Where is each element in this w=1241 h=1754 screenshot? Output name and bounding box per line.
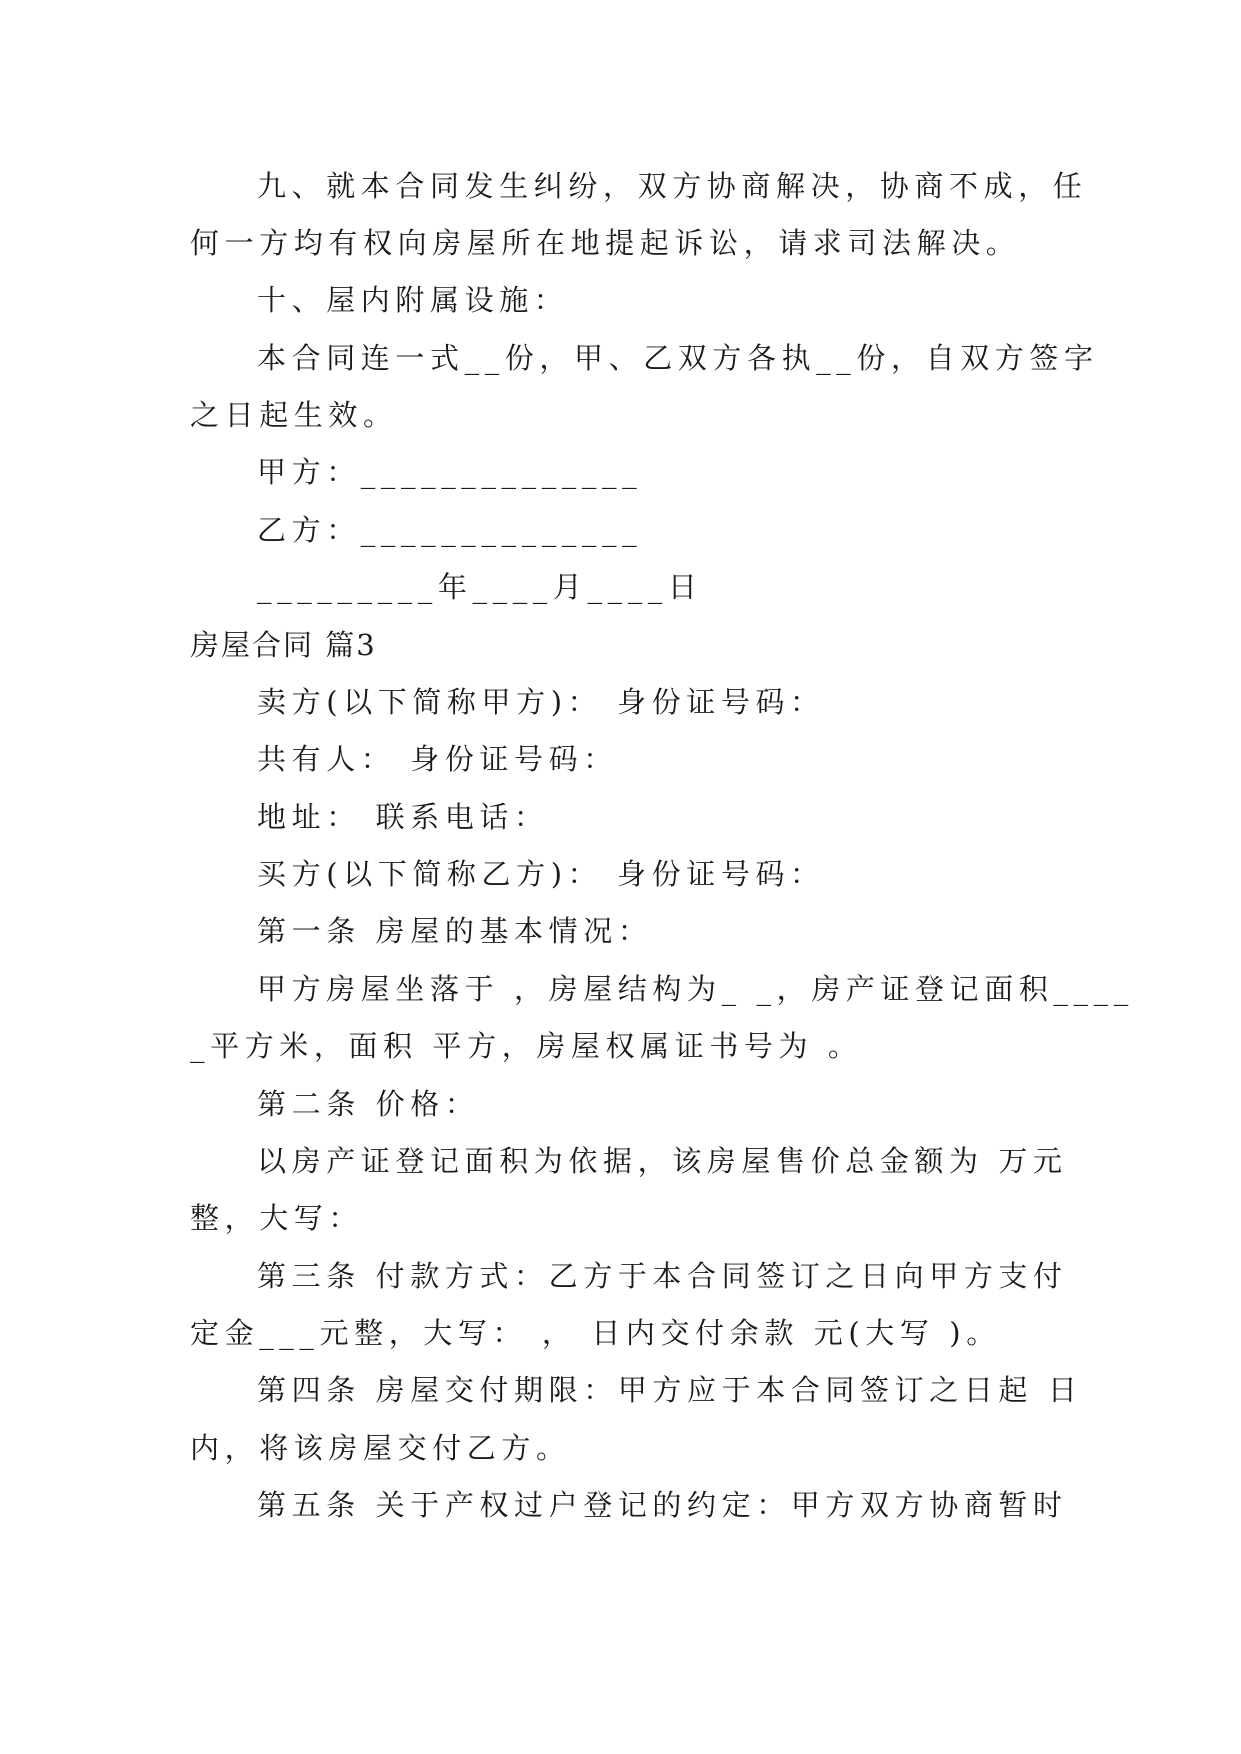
paragraph-line: 本合同连一式__份，甲、乙双方各执__份，自双方签字 bbox=[257, 341, 1099, 375]
signature-line-party-a: 甲方：______________ bbox=[257, 455, 643, 489]
paragraph-line: 地址： 联系电话： bbox=[257, 800, 549, 834]
section-heading: 房屋合同 篇3 bbox=[190, 628, 377, 662]
paragraph-line: 之日起生效。 bbox=[190, 398, 398, 432]
signature-line-party-b: 乙方：______________ bbox=[257, 513, 643, 547]
paragraph-line: 共有人： 身份证号码： bbox=[257, 742, 618, 776]
paragraph-line: 十、屋内附属设施： bbox=[257, 283, 569, 317]
paragraph-line: 九、就本合同发生纠纷，双方协商解决，协商不成，任 bbox=[257, 169, 1088, 203]
paragraph-line: _平方米，面积 平方，房屋权属证书号为 。 bbox=[190, 1029, 863, 1063]
paragraph-line: 甲方房屋坐落于 ，房屋结构为_ _，房产证登记面积____ bbox=[257, 972, 1134, 1006]
paragraph-line: 何一方均有权向房屋所在地提起诉讼，请求司法解决。 bbox=[190, 226, 1021, 260]
paragraph-line: 买方(以下简称乙方)： 身份证号码： bbox=[257, 857, 825, 891]
paragraph-line: 第一条 房屋的基本情况： bbox=[257, 914, 653, 948]
paragraph-line: 以房产证登记面积为依据，该房屋售价总金额为 万元 bbox=[257, 1144, 1068, 1178]
paragraph-line: 定金___元整，大写： ， 日内交付余款 元(大写 )。 bbox=[190, 1316, 1001, 1350]
paragraph-line: 第五条 关于产权过户登记的约定：甲方双方协商暂时 bbox=[257, 1488, 1068, 1522]
paragraph-line: 卖方(以下简称甲方)： 身份证号码： bbox=[257, 685, 825, 719]
date-line: _________年____月____日 bbox=[257, 570, 703, 604]
paragraph-line: 内，将该房屋交付乙方。 bbox=[190, 1431, 571, 1465]
paragraph-line: 整，大写： bbox=[190, 1201, 364, 1235]
paragraph-line: 第三条 付款方式：乙方于本合同签订之日向甲方支付 bbox=[257, 1259, 1068, 1293]
paragraph-line: 第二条 价格： bbox=[257, 1087, 480, 1121]
paragraph-line: 第四条 房屋交付期限：甲方应于本合同签订之日起 日 bbox=[257, 1373, 1083, 1407]
